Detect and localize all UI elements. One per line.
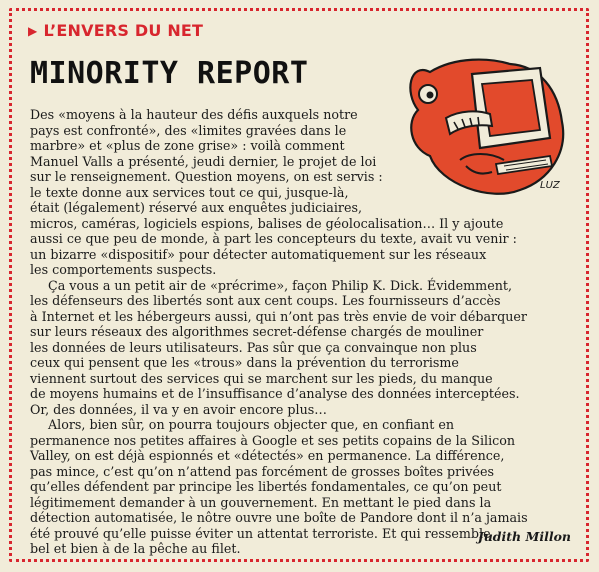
section-label: ▶ L’ENVERS DU NET (28, 21, 204, 40)
body-line: les données de leurs utilisateurs. Pas sûr que ça convainque non plus (30, 339, 477, 355)
body-line: micros, caméras, logiciels espions, balises de géolocalisation… Il y ajoute (30, 215, 504, 231)
body-line: qu’elles défendent par principe les libertés fondamentales, ce qu’on peut (30, 479, 502, 494)
body-line: aussi ce que peu de monde, à part les concepteurs du texte, avait vu venir : (30, 231, 517, 246)
body-line: marbre» et «plus de zone grise» : voilà comment (30, 138, 345, 153)
body-line: Des «moyens à la hauteur des défis auxquels notre (30, 107, 358, 122)
body-line: Ça vous a un petit air de «précrime», façon Philip K. Dick. Évidemment, (48, 277, 513, 293)
artist-tag: LUZ (540, 180, 560, 191)
body-line: sur leurs réseaux des algorithmes secret-défense chargés de mouliner (30, 324, 484, 339)
article-body (30, 107, 578, 557)
body-line: Alors, bien sûr, on pourra toujours objecter que, en confiant en (48, 417, 455, 432)
body-line: viennent surtout des services qui se marchent sur les pieds, du manque (30, 370, 493, 386)
body-line: légitimement demander à un gouvernement. En mettant le pied dans la (30, 494, 492, 510)
body-line: ceux qui pensent que les «trous» dans la prévention du terrorisme (30, 355, 459, 370)
body-line: Or, des données, il va y en avoir encore plus… (30, 401, 327, 417)
body-line: été prouvé qu’elle puisse éviter un attentat terroriste. Et qui ressemble (30, 525, 491, 541)
body-line: Valley, on est déjà espionnés et «détectés» en permanence. La différence, (30, 448, 505, 463)
body-line: le texte donne aux services tout ce qui, jusque-là, (30, 184, 349, 200)
body-line: pays est confronté», des «limites gravées dans le (30, 122, 347, 138)
headline: MINORITY REPORT (30, 56, 309, 91)
body-line: était (légalement) réservé aux enquêtes judiciaires, (30, 200, 363, 215)
triangle-bullet-icon: ▶ (28, 24, 38, 38)
body-line: à Internet et les hébergeurs aussi, qui n’ont pas très envie de voir débarquer (30, 308, 527, 324)
body-line: sur le renseignement. Question moyens, on est servis : (30, 169, 383, 184)
body-line: bel et bien à de la pêche au filet. (30, 541, 241, 556)
body-line: les défenseurs des libertés sont aux cent coups. Les fournisseurs d’accès (30, 293, 501, 308)
body-line: les comportements suspects. (30, 262, 217, 277)
body-line: permanence nos petites affaires à Google et ses petits copains de la Silicon (30, 432, 516, 448)
body-line: détection automatisée, le nôtre ouvre une boîte de Pandore dont il n’a jamais (30, 510, 528, 525)
body-line: pas mince, c’est qu’on n’attend pas forcément de grosses boîtes privées (30, 463, 494, 479)
body-line: Manuel Valls a présenté, jeudi dernier, le projet de loi (30, 153, 377, 169)
body-line: un bizarre «dispositif» pour détecter automatiquement sur les réseaux (30, 246, 487, 262)
author-signature: Judith Millon (477, 529, 571, 544)
body-line: de moyens humains et de l’insuffisance d’analyse des données interceptées. (30, 386, 520, 401)
